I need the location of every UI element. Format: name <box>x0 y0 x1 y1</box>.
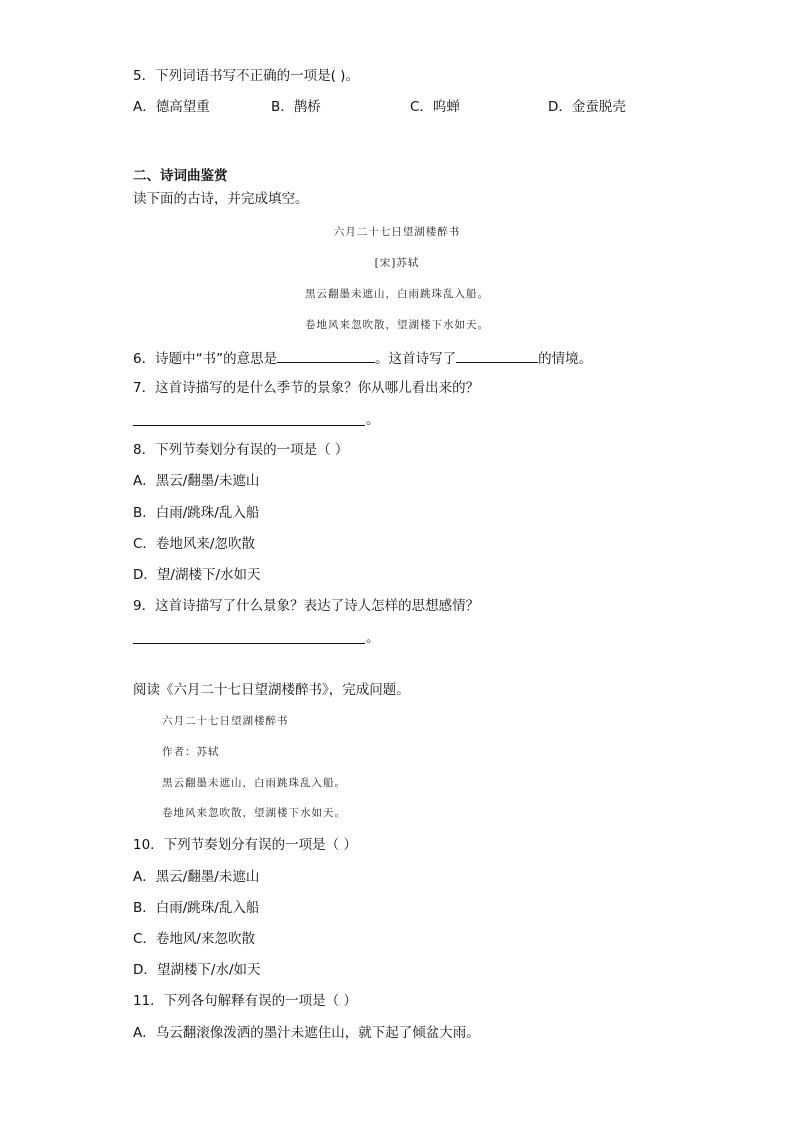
q7-stem: 7．这首诗描写的是什么季节的景象？你从哪儿看出来的？ <box>133 380 480 396</box>
q8-option-a: A．黑云/翻墨/未遮山 <box>133 473 260 489</box>
q8-stem: 8．下列节奏划分有误的一项是（ ） <box>133 442 349 458</box>
reading-instruction: 阅读《六月二十七日望湖楼醉书》，完成问题。 <box>133 682 410 698</box>
q6-blank-1[interactable] <box>277 348 375 363</box>
q5-option-b: B．鹊桥 <box>271 99 321 115</box>
poem2-title: 六月二十七日望湖楼醉书 <box>162 715 289 727</box>
q11-stem: 11．下列各句解释有误的一项是（ ） <box>133 993 357 1009</box>
q9-stem: 9．这首诗描写了什么景象？表达了诗人怎样的思想感情？ <box>133 598 480 614</box>
q9-answer-line[interactable] <box>133 643 365 644</box>
q7-end: 。 <box>366 412 380 428</box>
q5-option-d: D．金蚕脱壳 <box>548 99 626 115</box>
poem1-line1: 黑云翻墨未遮山，白雨跳珠乱入船。 <box>305 288 489 300</box>
poem1-line2: 卷地风来忽吹散，望湖楼下水如天。 <box>305 319 489 331</box>
q6-part3: 的情境。 <box>538 351 593 367</box>
q11-option-a: A．乌云翻滚像泼洒的墨汁未遮住山，就下起了倾盆大雨。 <box>133 1025 480 1041</box>
q8-option-d: D．望/湖楼下/水如天 <box>133 567 261 583</box>
q8-option-c: C．卷地风来/忽吹散 <box>133 536 255 552</box>
q10-option-d: D．望湖楼下/水/如天 <box>133 962 261 978</box>
q6-part2: 。这首诗写了 <box>375 351 457 367</box>
q10-option-a: A．黑云/翻墨/未遮山 <box>133 869 260 885</box>
q9-end: 。 <box>366 630 380 646</box>
q10-option-c: C．卷地风/来忽吹散 <box>133 931 255 947</box>
q6-part1: 6．诗题中“书”的意思是 <box>133 351 278 367</box>
poem2-line1: 黑云翻墨未遮山，白雨跳珠乱入船。 <box>162 777 346 789</box>
q6-blank-2[interactable] <box>456 348 538 363</box>
q5-stem: 5．下列词语书写不正确的一项是( )。 <box>133 68 359 84</box>
q8-option-b: B．白雨/跳珠/乱入船 <box>133 505 260 521</box>
q6 <box>133 348 592 368</box>
poem2-author: 作者：苏轼 <box>162 746 220 758</box>
section-title: 二、诗词曲鉴赏 <box>133 168 228 184</box>
q10-stem: 10．下列节奏划分有误的一项是（ ） <box>133 837 357 853</box>
poem1-author: [宋]苏轼 <box>374 257 420 269</box>
poem1-title: 六月二十七日望湖楼醉书 <box>333 226 461 238</box>
poem2-line2: 卷地风来忽吹散，望湖楼下水如天。 <box>162 807 346 819</box>
q5-option-a: A．德高望重 <box>133 99 210 115</box>
q10-option-b: B．白雨/跳珠/乱入船 <box>133 900 260 916</box>
q5-option-c: C．呜蝉 <box>410 99 460 115</box>
section-instruction: 读下面的古诗，并完成填空。 <box>133 191 309 207</box>
q7-answer-line[interactable] <box>133 425 365 426</box>
